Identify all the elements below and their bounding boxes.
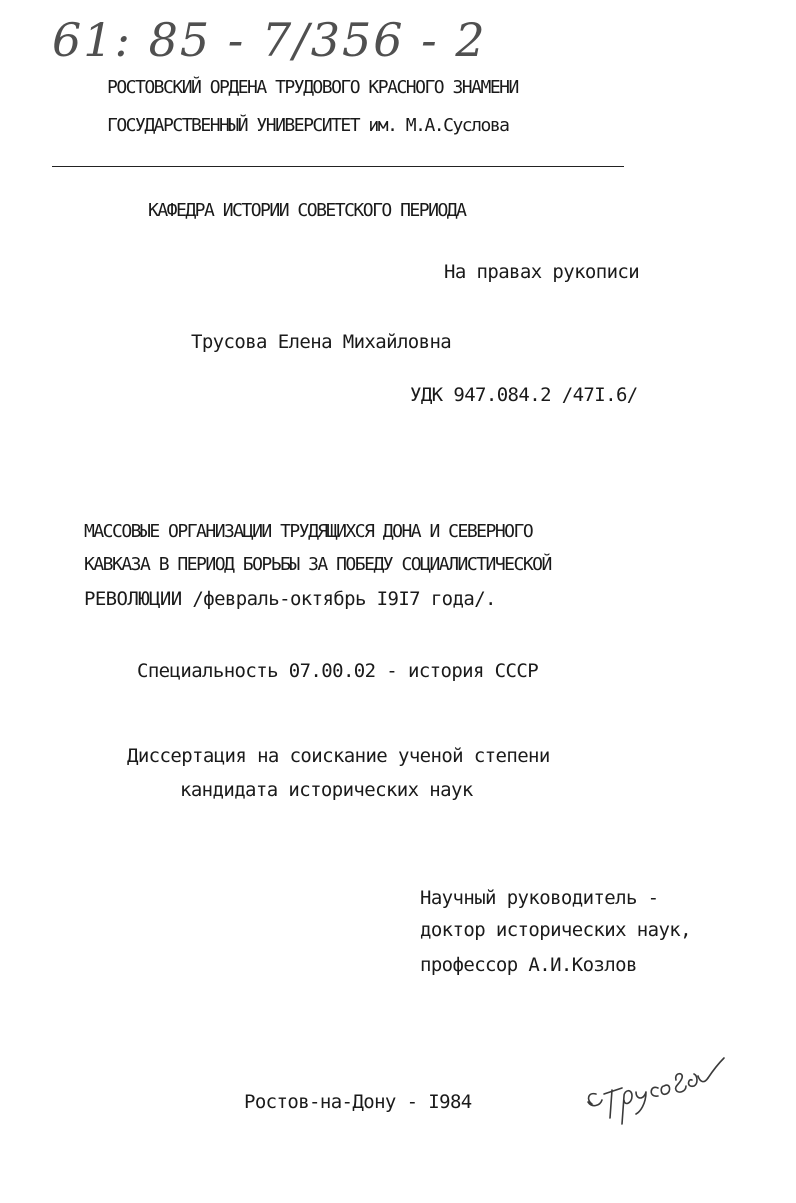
author-signature bbox=[578, 1042, 728, 1132]
advisor-name: профессор А.И.Козлов bbox=[420, 954, 637, 976]
university-name-line2: ГОСУДАРСТВЕННЫЙ УНИВЕРСИТЕТ им. М.А.Суслова bbox=[107, 115, 509, 136]
university-name-line1: РОСТОВСКИЙ ОРДЕНА ТРУДОВОГО КРАСНОГО ЗНАМЕНИ bbox=[107, 77, 518, 98]
department-name: КАФЕДРА ИСТОРИИ СОВЕТСКОГО ПЕРИОДА bbox=[148, 200, 466, 221]
dissertation-title-line3: РЕВОЛЮЦИИ /февраль-октябрь I9I7 года/. bbox=[84, 588, 496, 610]
dissertation-title-line2: КАВКАЗА В ПЕРИОД БОРЬБЫ ЗА ПОБЕДУ СОЦИАЛИСТИЧЕСКОЙ bbox=[84, 554, 551, 575]
header-divider bbox=[52, 166, 624, 167]
manuscript-rights-note: На правах рукописи bbox=[444, 261, 640, 283]
degree-statement-line1: Диссертация на соискание ученой степени bbox=[127, 745, 550, 767]
udc-code: УДК 947.084.2 /47I.6/ bbox=[410, 384, 638, 406]
author-name: Трусова Елена Михайловна bbox=[191, 331, 452, 353]
advisor-role: Научный руководитель - bbox=[420, 887, 659, 909]
handwritten-archive-number: 61: 85 - 7/356 - 2 bbox=[52, 13, 487, 67]
degree-statement-line2: кандидата исторических наук bbox=[180, 779, 473, 801]
place-and-year: Ростов-на-Дону - I984 bbox=[244, 1091, 472, 1113]
advisor-degree: доктор исторических наук, bbox=[420, 919, 691, 941]
specialty: Специальность 07.00.02 - история СССР bbox=[137, 660, 539, 682]
dissertation-title-line1: МАССОВЫЕ ОРГАНИЗАЦИИ ТРУДЯЩИХСЯ ДОНА И СЕВЕРНОГО bbox=[84, 521, 533, 542]
